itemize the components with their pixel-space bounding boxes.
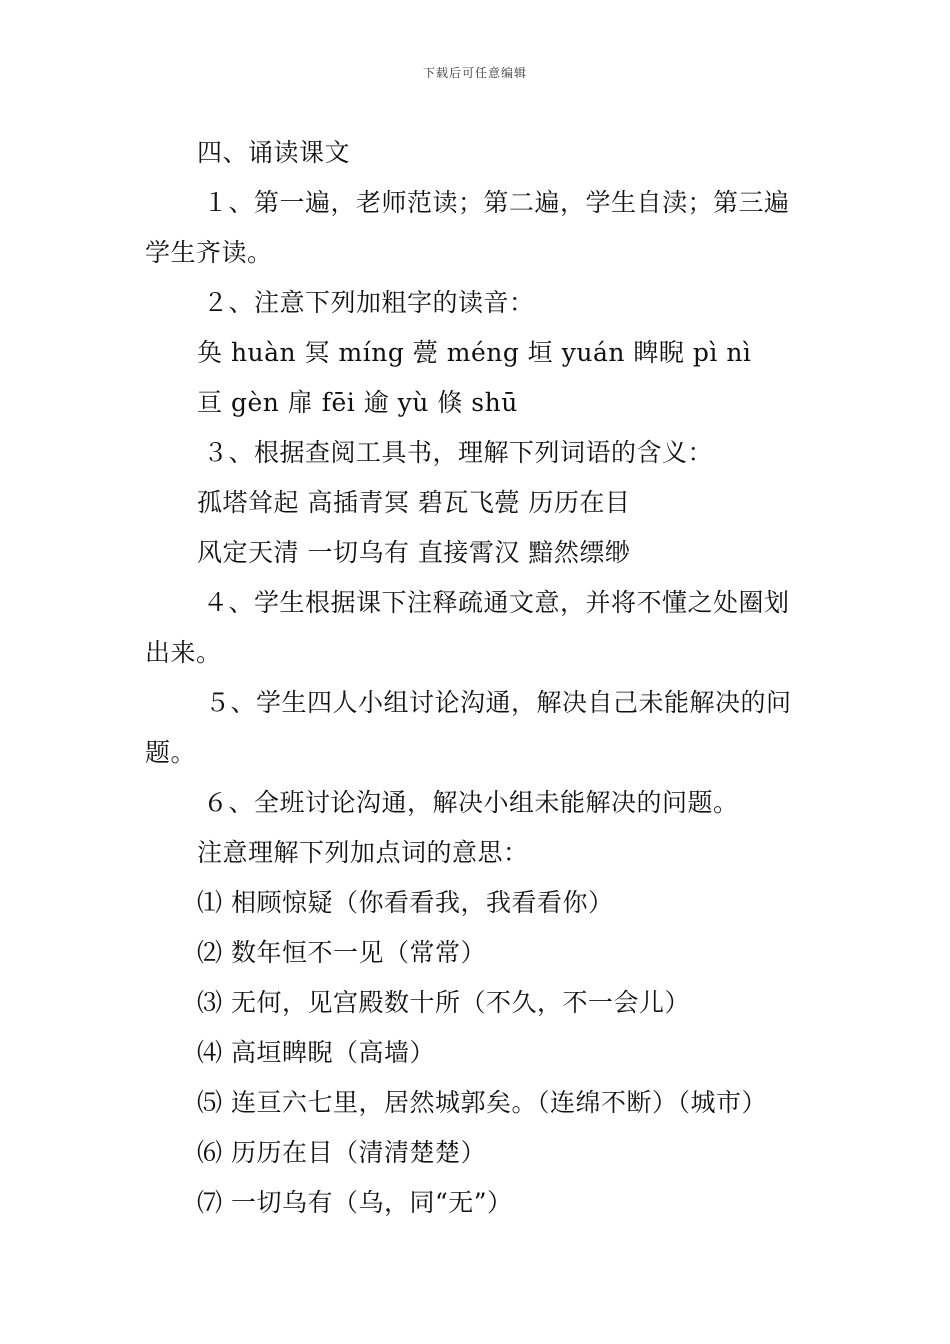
words-line-2: 风定天清 一切乌有 直接霄汉 黯然缥缈 xyxy=(197,538,631,567)
point-7: ⑺ 一切乌有（乌，同“无”） xyxy=(197,1188,513,1217)
point-2: ⑵ 数年恒不一见（常常） xyxy=(197,938,486,967)
item-5-line-1: ５、学生四人小组讨论沟通，解决自己未能解决的问 xyxy=(205,688,792,717)
point-3: ⑶ 无何，见宫殿数十所（不久，不一会儿） xyxy=(197,988,690,1017)
point-1: ⑴ 相顾惊疑（你看看我，我看看你） xyxy=(197,888,614,917)
note-line: 注意理解下列加点词的意思： xyxy=(197,838,529,867)
item-1-line-2: 学生齐读。 xyxy=(145,238,273,267)
item-1-line-1: １、第一遍，老师范读；第二遍，学生自渎；第三遍 xyxy=(203,188,790,217)
item-5-line-2: 题。 xyxy=(145,738,197,767)
item-4-line-1: ４、学生根据课下注释疏通文意，并将不懂之处圈划 xyxy=(203,588,790,617)
point-4: ⑷ 高垣睥睨（高墙） xyxy=(197,1038,435,1067)
item-6: ６、全班讨论沟通，解决小组未能解决的问题。 xyxy=(203,788,739,817)
point-6: ⑹ 历历在目（清清楚楚） xyxy=(197,1138,486,1167)
pinyin-line-2: 亘 gèn 扉 fēi 逾 yù 倏 shū xyxy=(197,388,518,417)
item-2: ２、注意下列加粗字的读音： xyxy=(203,288,535,317)
item-3: ３、根据查阅工具书，理解下列词语的含义： xyxy=(203,438,714,467)
item-4-line-2: 出来。 xyxy=(145,638,222,667)
point-5: ⑸ 连亘六七里，居然城郭矣。（连绵不断）（城市） xyxy=(197,1088,767,1117)
page-header: 下载后可任意编辑 xyxy=(422,66,527,80)
pinyin-line-1: 奂 huàn 冥 míng 甍 méng 垣 yuán 睥睨 pì nì xyxy=(197,338,752,367)
document-body xyxy=(145,128,810,1228)
section-heading: 四、诵读课文 xyxy=(197,138,351,167)
words-line-1: 孤塔耸起 高插青冥 碧瓦飞甍 历历在目 xyxy=(197,488,631,517)
